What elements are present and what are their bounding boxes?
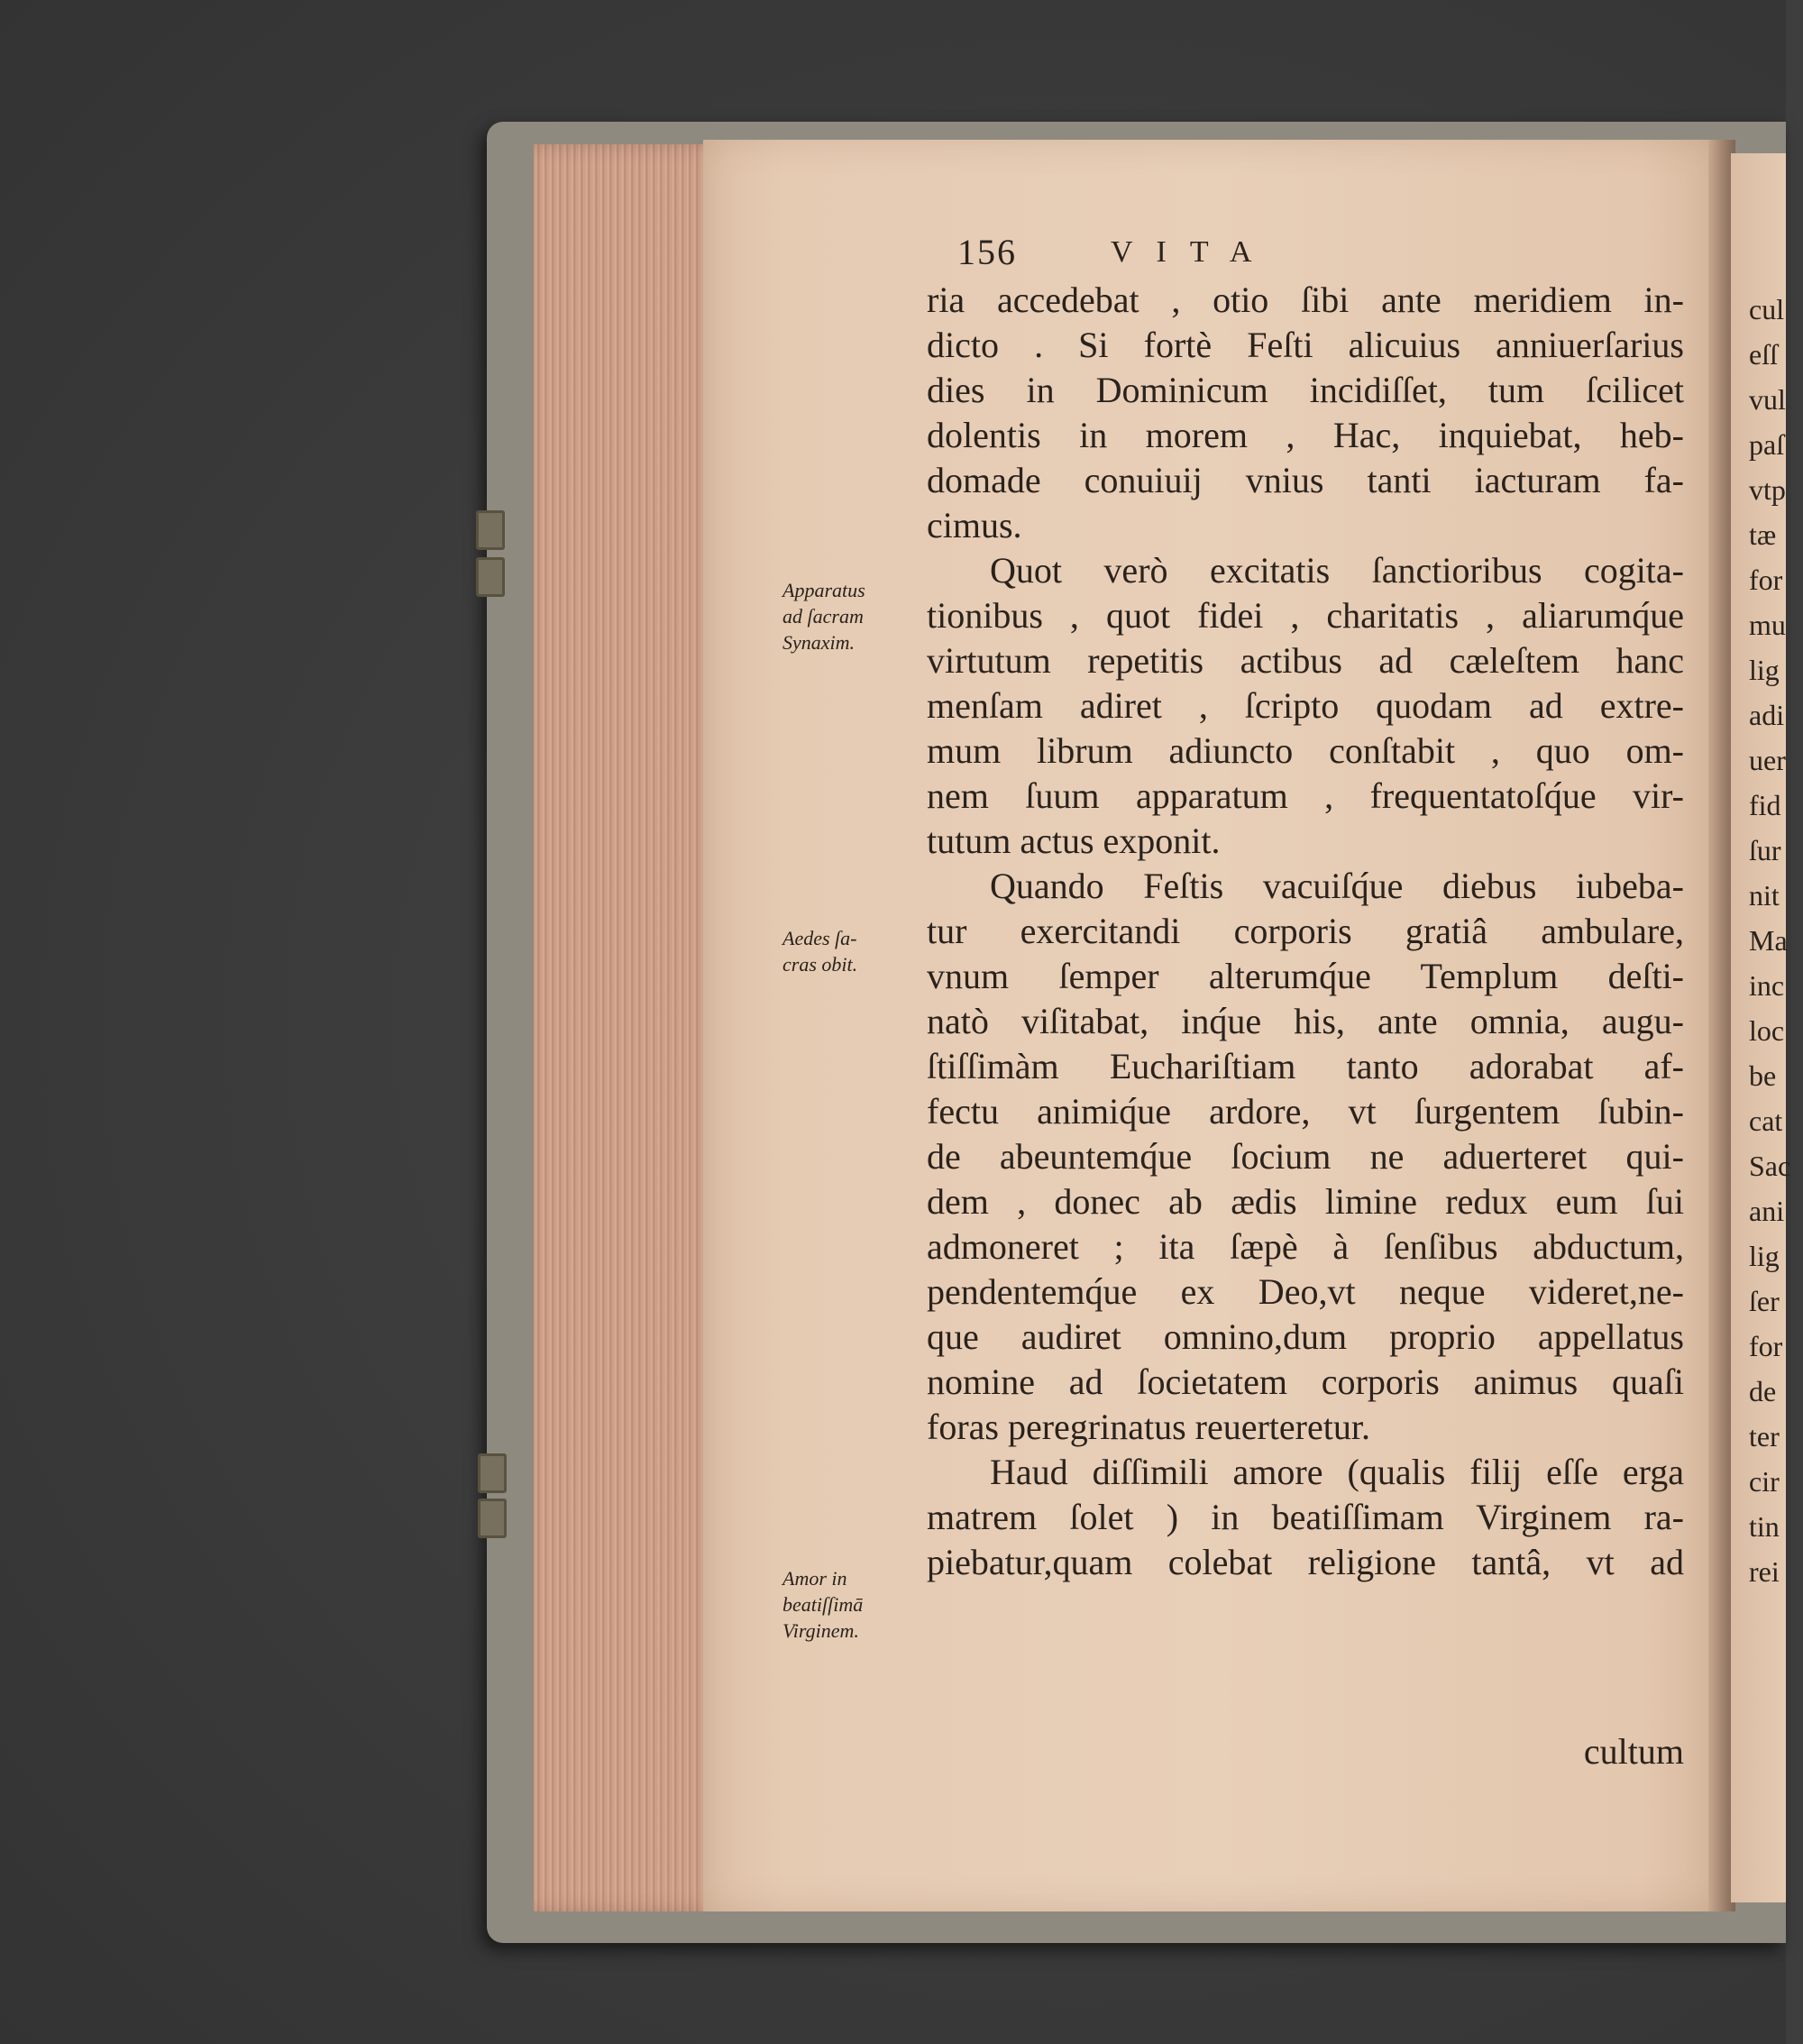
catchword: cultum <box>1583 1731 1684 1772</box>
next-page-fragment: cul <box>1749 293 1785 325</box>
next-page-fragment: vtp <box>1749 473 1786 506</box>
body-line: que audiret omnino,dum proprio appellatus <box>927 1316 1684 1357</box>
next-page-fragment: fid <box>1749 789 1781 821</box>
body-line: tionibus , quot fidei , charitatis , aliarumq́ue <box>927 595 1684 636</box>
body-line: virtutum repetitis actibus ad cæleſtem hanc <box>927 640 1684 681</box>
page-block-edge <box>534 144 723 1911</box>
next-page-fragment: ſer <box>1749 1285 1780 1317</box>
next-page-fragment: ſur <box>1749 834 1781 866</box>
next-page-fragment: lig <box>1749 1240 1780 1272</box>
next-page-fragment: cat <box>1749 1104 1783 1137</box>
next-page-fragment: mu <box>1749 609 1786 641</box>
body-line: domade conuiuij vnius tanti iacturam fa- <box>927 460 1684 500</box>
next-page-fragment: loc <box>1749 1014 1785 1047</box>
margin-note <box>783 925 927 977</box>
next-page-fragment: adi <box>1749 699 1785 731</box>
margin-note-line: cras obit. <box>783 953 858 976</box>
running-header <box>957 231 1426 274</box>
body-line: menſam adiret , ſcripto quodam ad extre- <box>927 685 1684 726</box>
body-line: tur exercitandi corporis gratiâ ambulare, <box>927 911 1684 951</box>
margin-note <box>783 1565 927 1644</box>
next-page-fragment: paſ <box>1749 428 1785 461</box>
clasp-icon <box>478 1453 507 1493</box>
next-page-fragment: ter <box>1749 1420 1780 1453</box>
next-page-fragment: tin <box>1749 1510 1780 1543</box>
body-line: natò viſitabat, inq́ue his, ante omnia, augu- <box>927 1001 1684 1041</box>
margin-note <box>783 577 927 655</box>
body-line: piebatur,quam colebat religione tantâ, vt ad <box>927 1542 1684 1582</box>
body-line: dies in Dominicum incidiſſet, tum ſcilicet <box>927 370 1684 410</box>
body-line: ſtiſſimàm Euchariſtiam tanto adorabat af- <box>927 1046 1684 1086</box>
body-line: Quando Feſtis vacuiſq́ue diebus iubeba- <box>990 866 1684 906</box>
next-page-fragment: nit <box>1749 879 1780 912</box>
body-line: foras peregrinatus reuerteretur. <box>927 1407 1370 1447</box>
body-line: mum librum adiuncto conſtabit , quo om- <box>927 730 1684 771</box>
next-page-fragment: inc <box>1749 969 1785 1002</box>
next-page-fragment: lig <box>1749 654 1780 686</box>
next-page-fragment: rei <box>1749 1555 1780 1588</box>
margin-note-line: ad ſacram <box>783 605 864 628</box>
next-page-fragment: de <box>1749 1375 1777 1407</box>
margin-note-line: Virginem. <box>783 1619 859 1642</box>
next-page-fragment: Sac <box>1749 1150 1791 1182</box>
page-number: 156 <box>957 232 1017 272</box>
next-page-fragment: uer <box>1749 744 1786 776</box>
body-line: Haud diſſimili amore (qualis filij eſſe erga <box>990 1452 1684 1492</box>
clasp-icon <box>478 1499 507 1538</box>
clasp-icon <box>476 510 505 550</box>
body-line: cimus. <box>927 505 1022 545</box>
clasp-icon <box>476 557 505 597</box>
body-line: vnum ſemper alterumq́ue Templum deſti- <box>927 956 1684 996</box>
margin-note-line: Amor in <box>783 1567 847 1590</box>
next-page-fragment: tæ <box>1749 518 1777 551</box>
body-line: fectu animiq́ue ardore, vt ſurgentem ſubin- <box>927 1091 1684 1132</box>
body-line: nomine ad ſocietatem corporis animus quaſi <box>927 1361 1684 1402</box>
next-page-fragment: for <box>1749 564 1783 596</box>
body-line: admoneret ; ita ſæpè à ſenſibus abductum, <box>927 1226 1684 1267</box>
body-line: nem ſuum apparatum , frequentatoſq́ue vir- <box>927 775 1684 816</box>
body-line: dolentis in morem , Hac, inquiebat, heb- <box>927 415 1684 455</box>
next-page-fragment: Ma <box>1749 924 1788 957</box>
margin-note-line: Synaxim. <box>783 631 856 654</box>
next-page-fragment: for <box>1749 1330 1783 1362</box>
margin-note-line: Aedes ſa- <box>783 927 857 949</box>
next-page-fragment: ani <box>1749 1195 1785 1227</box>
next-page-fragment: eſſ <box>1749 338 1778 371</box>
body-line: Quot verò excitatis ſanctioribus cogita- <box>990 550 1684 591</box>
next-page-fragment: be <box>1749 1059 1777 1092</box>
body-line: matrem ſolet ) in beatiſſimam Virginem ra- <box>927 1497 1684 1537</box>
body-line: ria accedebat , otio ſibi ante meridiem in- <box>927 280 1684 320</box>
body-line: dicto . Si fortè Feſti alicuius anniuerſarius <box>927 325 1684 365</box>
next-page-fragment: cir <box>1749 1465 1780 1498</box>
margin-note-line: beatiſſimā <box>783 1593 864 1616</box>
next-page-fragment: vul <box>1749 383 1786 416</box>
body-line: dem , donec ab ædis limine redux eum ſui <box>927 1181 1684 1222</box>
body-line: tutum actus exponit. <box>927 820 1221 861</box>
body-line: pendentemq́ue ex Deo,vt neque videret,ne- <box>927 1271 1684 1312</box>
margin-note-line: Apparatus <box>783 579 865 601</box>
body-line: de abeuntemq́ue ſocium ne aduerteret qui- <box>927 1136 1684 1177</box>
running-title: VITA <box>1111 235 1276 269</box>
